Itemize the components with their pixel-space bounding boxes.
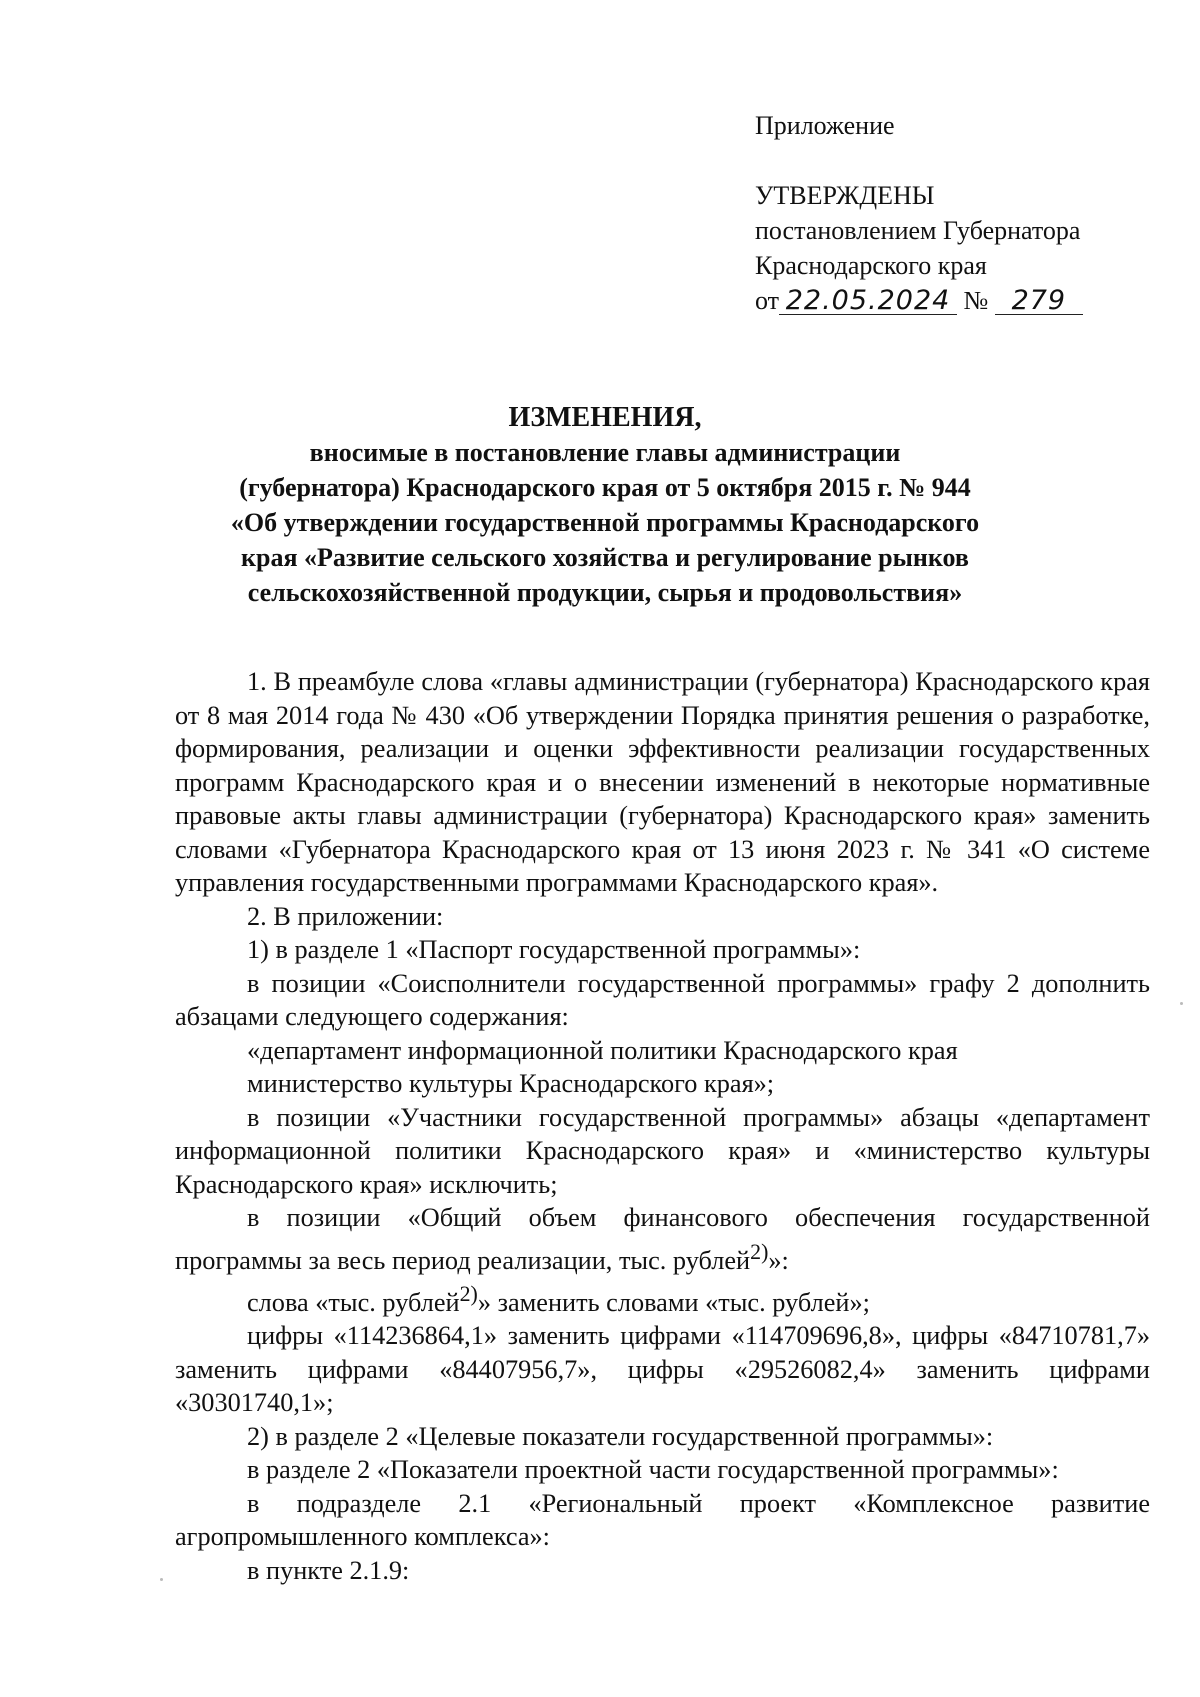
title-line-5: края «Развитие сельского хозяйства и регулирование рынков xyxy=(241,543,969,572)
approved-by-line-1: постановлением Губернатора xyxy=(755,216,1081,245)
scan-speck xyxy=(160,1578,163,1581)
document-body xyxy=(175,665,1150,1587)
paragraph-subsection-2-1: в подразделе 2.1 «Региональный проект «Комплексное развитие агропромышленного комплекса»: xyxy=(175,1488,1150,1552)
paragraph-financing xyxy=(175,1201,1150,1277)
paragraph-2-appendix: 2. В приложении: xyxy=(247,901,444,931)
approval-stamp-block xyxy=(755,108,1083,318)
footnote-mark: 2) xyxy=(750,1238,769,1264)
approved-by-line-2: Краснодарского края xyxy=(755,251,987,280)
paragraph-item-2-1-9: в пункте 2.1.9: xyxy=(247,1555,410,1585)
words-replace-text-end: » заменить словами «тыс. рублей»; xyxy=(477,1287,870,1317)
words-replace-text: слова «тыс. рублей xyxy=(247,1287,460,1317)
date-prefix: от xyxy=(755,286,780,315)
paragraph-1-preamble: 1. В преамбуле слова «главы администрации (губернатора) Краснодарского края от 8 мая 2014 года № 430 «Об утверждении Порядка принятия решения о разработке, формирования, реализации и оценки эффективности реализации государственных программ Краснодарского края и о внесении изменений в некоторые нормативные правовые акты главы администрации (губернатора) Краснодарского края» заменить словами «Губернатора Краснодарского края от 13 июня 2023 г. № 341 «О системе управления государственными программами Краснодарского края». xyxy=(175,667,1150,897)
title-line-3: (губернатора) Краснодарского края от 5 октября 2015 г. № 944 xyxy=(239,473,971,502)
financing-text-end: »: xyxy=(768,1245,789,1275)
handwritten-date: 22.05.2024 xyxy=(779,288,957,315)
paragraph-ministry-culture: министерство культуры Краснодарского края»; xyxy=(247,1069,775,1098)
number-prefix: № xyxy=(963,286,989,315)
handwritten-number: 279 xyxy=(995,288,1083,315)
financing-text: в позиции «Общий объем финансового обеспечения государственной программы за весь период реализации, тыс. рублей xyxy=(175,1203,1150,1275)
approval-date-line xyxy=(755,283,1083,318)
title-line-2: вносимые в постановление главы администрации xyxy=(309,438,901,467)
appendix-label: Приложение xyxy=(755,111,895,140)
paragraph-project-indicators: в разделе 2 «Показатели проектной части государственной программы»: xyxy=(247,1455,1059,1485)
paragraph-figures: цифры «114236864,1» заменить цифрами «114709696,8», цифры «84710781,7» заменить цифрами «84407956,7», цифры «29526082,4» заменить цифрами «30301740,1»; xyxy=(175,1321,1150,1418)
footnote-mark: 2) xyxy=(459,1280,478,1306)
paragraph-section-1: 1) в разделе 1 «Паспорт государственной программы»: xyxy=(247,935,861,964)
title-line-6: сельскохозяйственной продукции, сырья и продовольствия» xyxy=(247,578,963,607)
title-heading: ИЗМЕНЕНИЯ, xyxy=(508,402,702,433)
paragraph-section-2: 2) в разделе 2 «Целевые показатели государственной программы»: xyxy=(247,1421,994,1451)
document-title xyxy=(170,400,1040,610)
title-line-4: «Об утверждении государственной программы Краснодарского xyxy=(230,508,980,537)
paragraph-participants: в позиции «Участники государственной программы» абзацы «департамент информационной политики Краснодарского края» и «министерство культуры Краснодарского края» исключить; xyxy=(175,1102,1150,1199)
paragraph-department-info: «департамент информационной политики Краснодарского края xyxy=(247,1035,958,1065)
paragraph-words-replace xyxy=(175,1277,1150,1319)
approved-label: УТВЕРЖДЕНЫ xyxy=(755,181,935,210)
paragraph-coexecutors: в позиции «Соисполнители государственной программы» графу 2 дополнить абзацами следующего содержания: xyxy=(175,968,1150,1031)
scan-speck xyxy=(1180,1002,1183,1005)
